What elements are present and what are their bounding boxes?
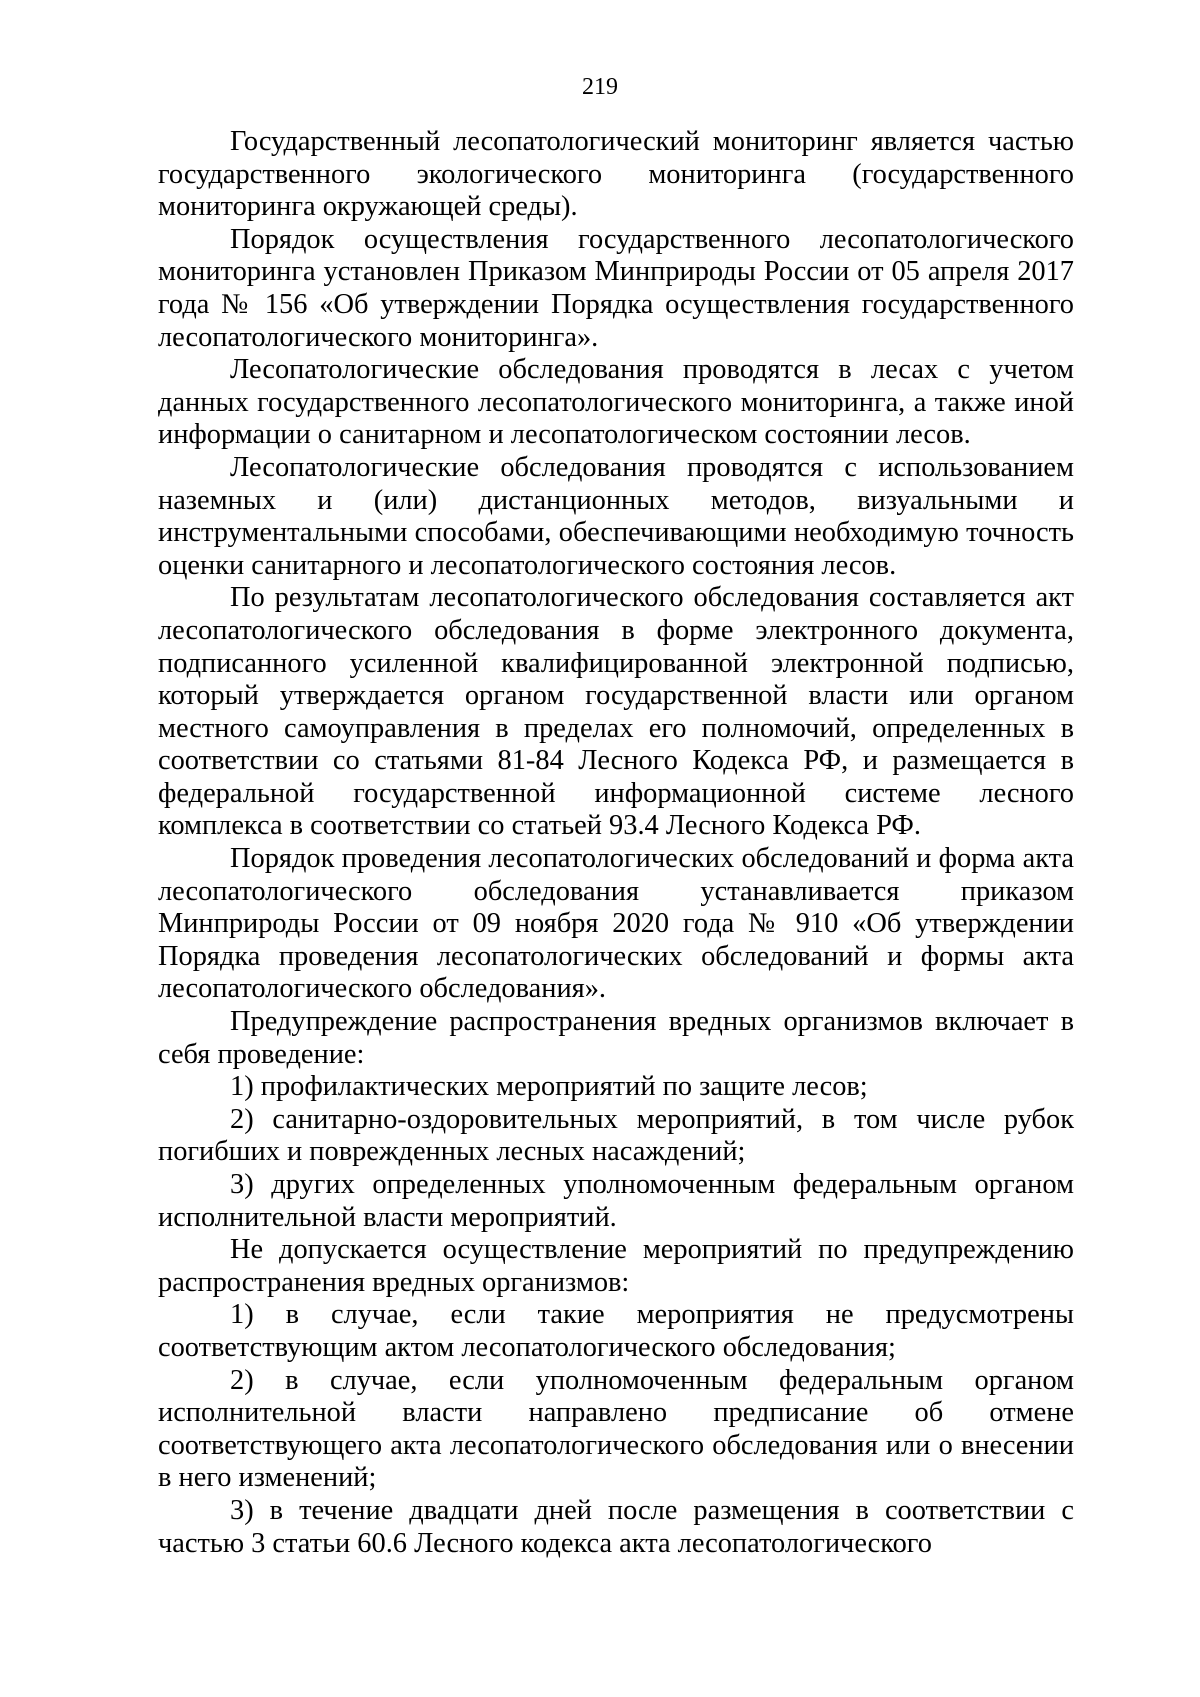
page-number: 219 [582, 74, 618, 100]
list-item-not-allowed-3: 3) в течение двадцати дней после размещения в соответствии с частью 3 статьи 60.6 Лесного кодекса акта лесопатологического [158, 1494, 1074, 1559]
paragraph-monitoring-order: Порядок осуществления государственного лесопатологического мониторинга установлен Приказом Минприроды России от 05 апреля 2017 года № 156 «Об утверждении Порядка осуществления государственного лесопатологического мониторинга». [158, 223, 1074, 353]
paragraph-survey-act: По результатам лесопатологического обследования составляется акт лесопатологического обследования в форме электронного документа, подписанного усиленной квалифицированной электронной подписью, который утверждается органом государственной власти или органом местного самоуправления в пределах его полномочий, определенных в соответствии со статьями 81-84 Лесного Кодекса РФ, и размещается в федеральной государственной информационной системе лесного комплекса в соответствии со статьей 93.4 Лесного Кодекса РФ. [158, 582, 1074, 842]
paragraph-surveys-methods: Лесопатологические обследования проводятся с использованием наземных и (или) дистанционных методов, визуальными и инструментальными способами, обеспечивающими необходимую точность оценки санитарного и лесопатологического состояния лесов. [158, 451, 1074, 581]
list-item-not-allowed-2: 2) в случае, если уполномоченным федеральным органом исполнительной власти направлено предписание об отмене соответствующего акта лесопатологического обследования или о внесении в него изменений; [158, 1364, 1074, 1494]
paragraph-surveys-data: Лесопатологические обследования проводятся в лесах с учетом данных государственного лесопатологического мониторинга, а также иной информации о санитарном и лесопатологическом состоянии лесов. [158, 354, 1074, 451]
body-text [158, 126, 1074, 1560]
list-item-not-allowed-1: 1) в случае, если такие мероприятия не предусмотрены соответствующим актом лесопатологического обследования; [158, 1299, 1074, 1363]
paragraph-monitoring-part: Государственный лесопатологический мониторинг является частью государственного экологического мониторинга (государственного мониторинга окружающей среды). [158, 126, 1074, 223]
paragraph-prevention-intro: Предупреждение распространения вредных организмов включает в себя проведение: [158, 1006, 1074, 1070]
list-item-prevention-3: 3) других определенных уполномоченным федеральным органом исполнительной власти мероприятий. [158, 1169, 1074, 1233]
list-item-prevention-1: 1) профилактических мероприятий по защите лесов; [230, 1071, 868, 1103]
paragraph-not-allowed-intro: Не допускается осуществление мероприятий по предупреждению распространения вредных организмов: [158, 1234, 1074, 1298]
paragraph-survey-order: Порядок проведения лесопатологических обследований и форма акта лесопатологического обследования устанавливается приказом Минприроды России от 09 ноября 2020 года № 910 «Об утверждении Порядка проведения лесопатологических обследований и формы акта лесопатологического обследования». [158, 843, 1074, 1005]
list-item-prevention-2: 2) санитарно-оздоровительных мероприятий, в том числе рубок погибших и поврежденных лесных насаждений; [158, 1103, 1074, 1168]
